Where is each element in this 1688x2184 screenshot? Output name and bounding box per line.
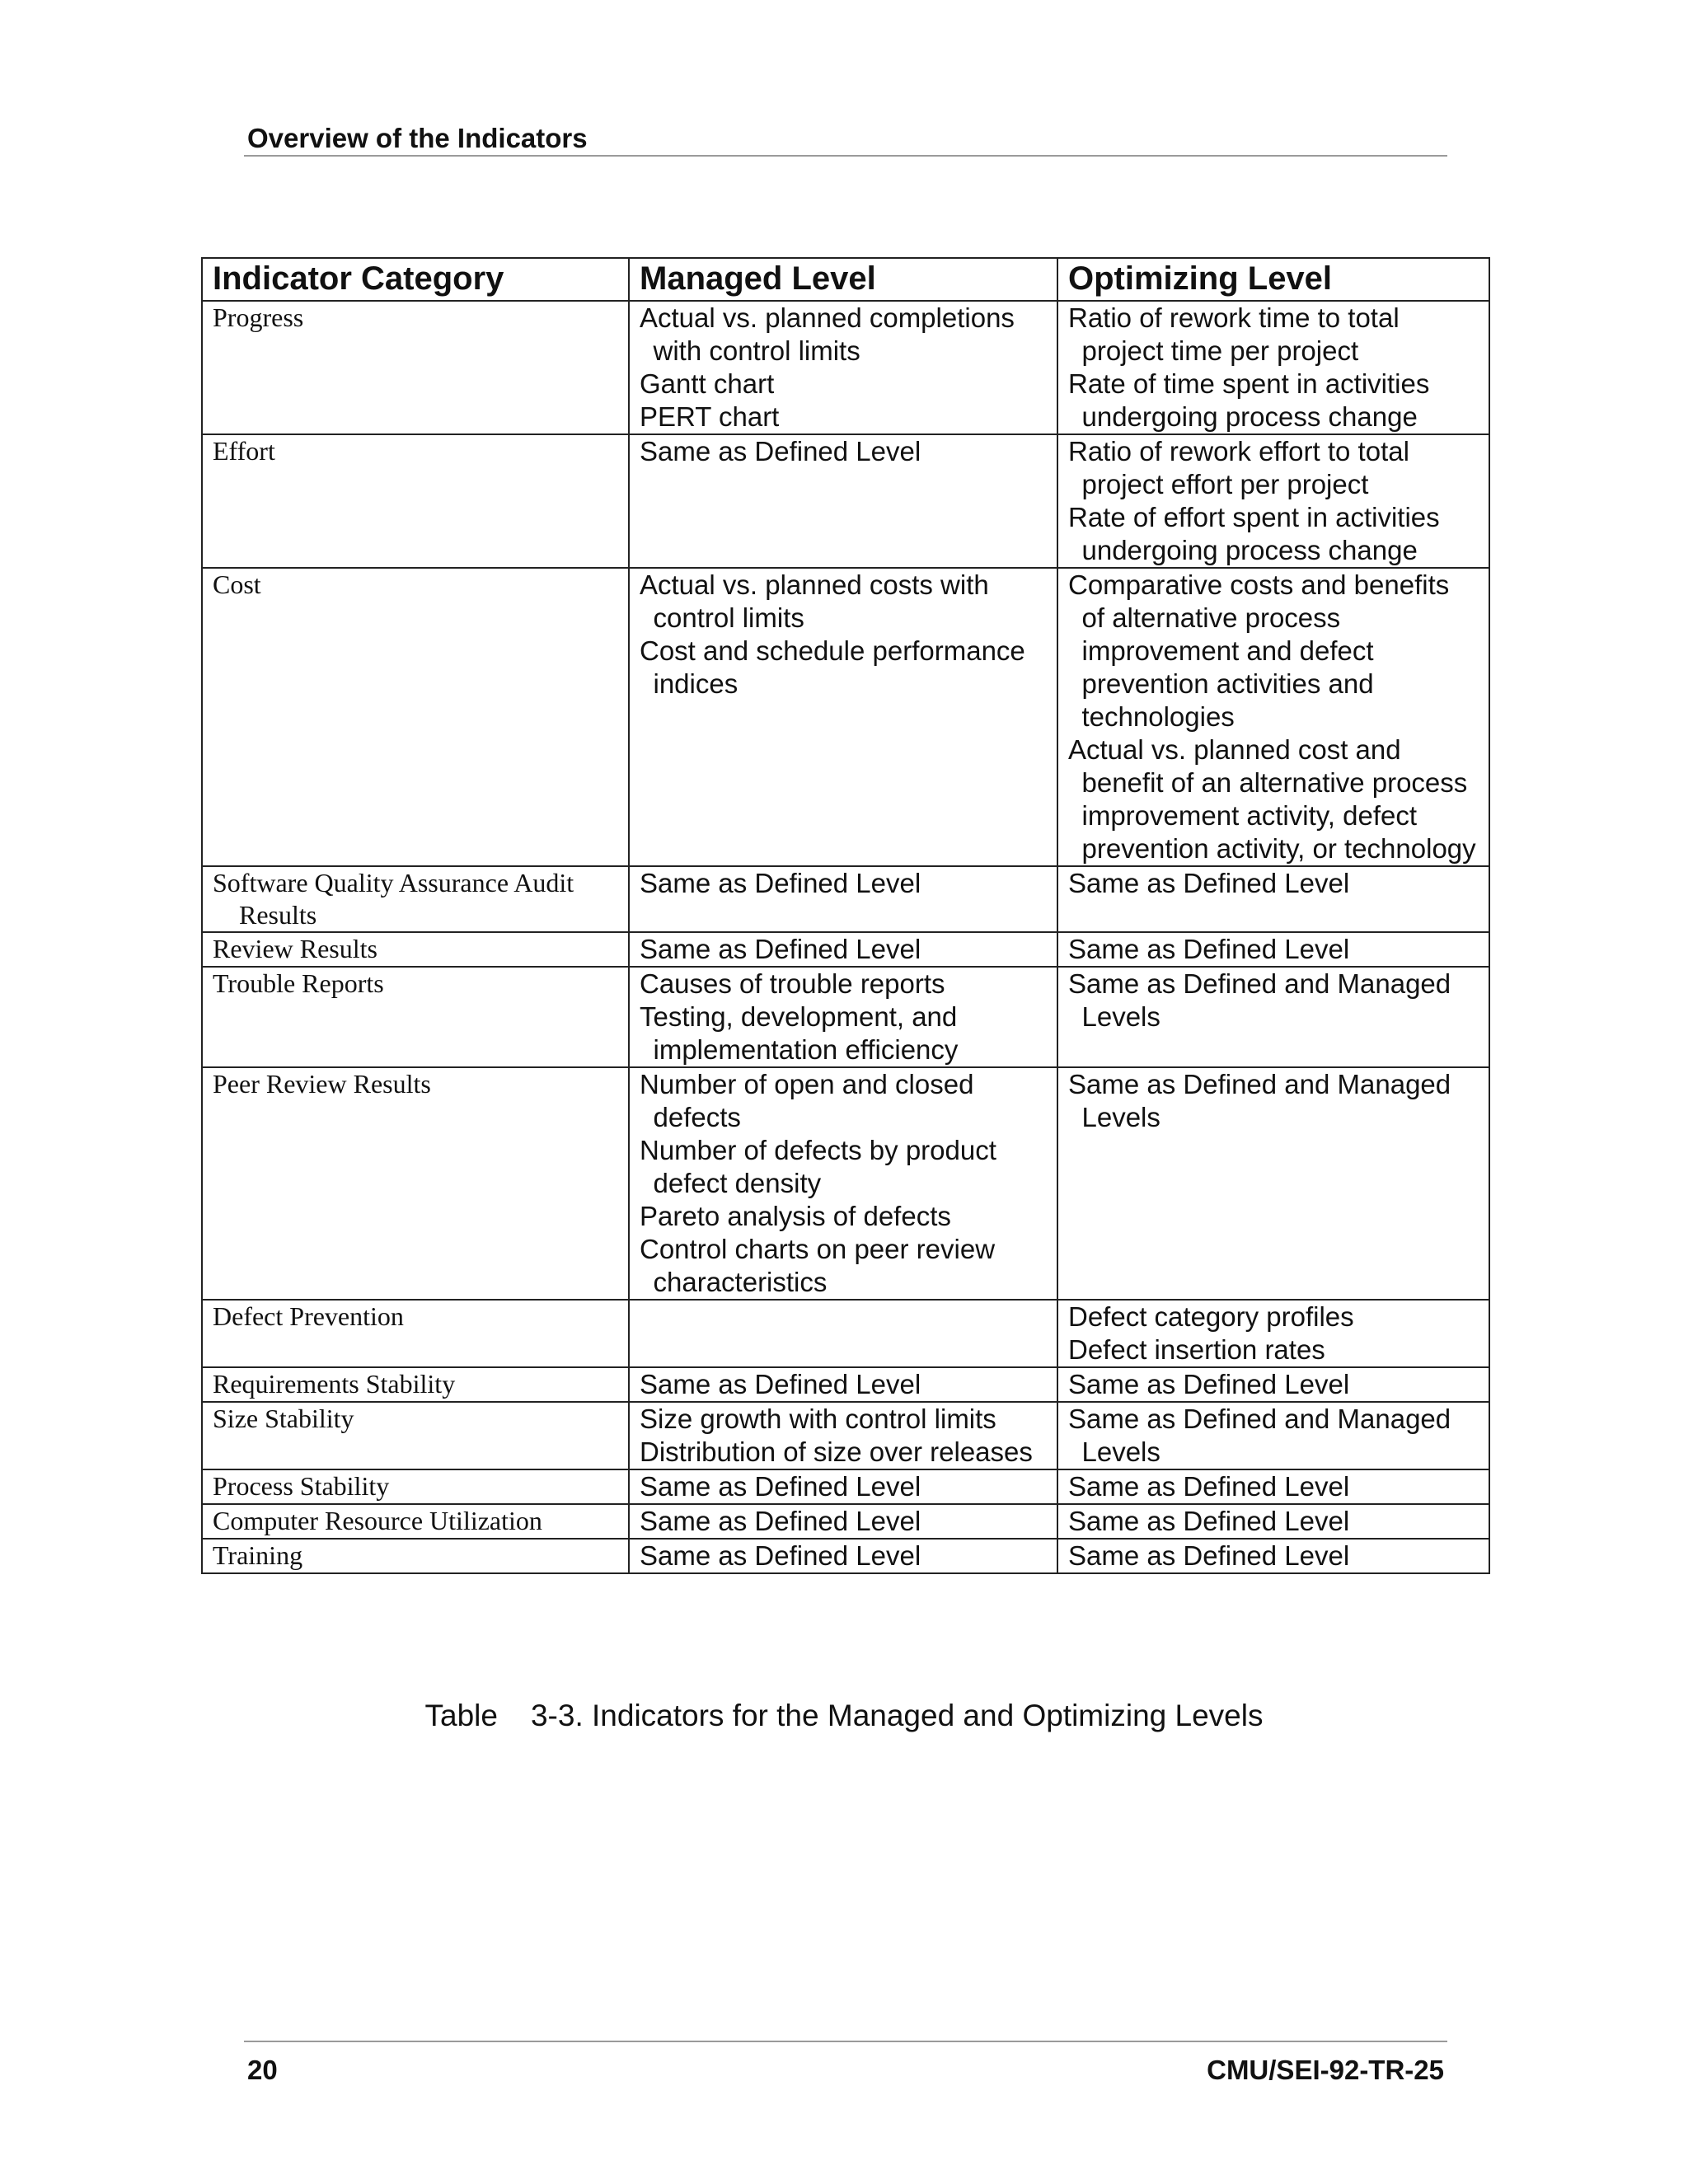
- managed-level-entry: Actual vs. planned completions with control limits: [640, 302, 1015, 366]
- indicator-category-cell: [202, 1300, 629, 1367]
- table-row: [202, 568, 1489, 866]
- managed-level-cell: [629, 967, 1057, 1067]
- optimizing-level-cell: [1057, 1067, 1489, 1300]
- managed-level-entry: PERT chart: [640, 401, 780, 432]
- caption-label: Table: [424, 1699, 498, 1732]
- managed-level-entry: Pareto analysis of defects: [640, 1201, 951, 1231]
- optimizing-level-entry: Rate of time spent in activities undergoing process change: [1068, 368, 1430, 432]
- optimizing-level-cell: [1057, 1469, 1489, 1504]
- indicator-category-cell: [202, 434, 629, 568]
- indicator-category-cell: [202, 1539, 629, 1573]
- indicator-category-cell: [202, 301, 629, 434]
- managed-level-cell: [629, 1367, 1057, 1402]
- table-body: [202, 301, 1489, 1573]
- optimizing-level-cell: [1057, 1367, 1489, 1402]
- indicator-category-label: Cost: [213, 569, 261, 599]
- managed-level-cell: [629, 866, 1057, 932]
- optimizing-level-entry: Same as Defined and Managed Levels: [1068, 1069, 1451, 1132]
- table-row: [202, 1504, 1489, 1539]
- indicator-category-label: Requirements Stability: [213, 1369, 456, 1399]
- indicator-category-label: Training: [213, 1540, 303, 1570]
- optimizing-level-entry: Same as Defined and Managed Levels: [1068, 968, 1451, 1032]
- managed-level-entry: Same as Defined Level: [640, 868, 921, 898]
- table-row: [202, 932, 1489, 967]
- indicator-category-label: Effort: [213, 436, 275, 466]
- indicator-category-label: Process Stability: [213, 1471, 390, 1501]
- managed-level-entry: Control charts on peer review characteristics: [640, 1234, 996, 1297]
- optimizing-level-cell: [1057, 1504, 1489, 1539]
- managed-level-cell: [629, 1067, 1057, 1300]
- optimizing-level-cell: [1057, 301, 1489, 434]
- document-id: CMU/SEI-92-TR-25: [1207, 2055, 1444, 2085]
- managed-level-cell: [629, 434, 1057, 568]
- caption-text: 3-3. Indicators for the Managed and Optimizing Levels: [530, 1699, 1264, 1732]
- indicator-category-label: Review Results: [213, 934, 377, 963]
- optimizing-level-entry: Ratio of rework effort to total project effort per project: [1068, 436, 1409, 499]
- indicator-category-cell: [202, 1469, 629, 1504]
- table-row: [202, 1539, 1489, 1573]
- running-header: [244, 122, 1447, 157]
- optimizing-level-cell: [1057, 1402, 1489, 1469]
- optimizing-level-entry: Same as Defined Level: [1068, 934, 1350, 964]
- managed-level-cell: [629, 932, 1057, 967]
- managed-level-entry: Testing, development, and implementation efficiency: [640, 1001, 959, 1065]
- optimizing-level-cell: [1057, 1539, 1489, 1573]
- column-header-indicator-category: Indicator Category: [202, 258, 629, 301]
- optimizing-level-cell: [1057, 967, 1489, 1067]
- optimizing-level-cell: [1057, 932, 1489, 967]
- optimizing-level-entry: Same as Defined Level: [1068, 1471, 1350, 1502]
- optimizing-level-entry: Defect category profiles: [1068, 1301, 1354, 1332]
- managed-level-entry: Same as Defined Level: [640, 1506, 921, 1536]
- optimizing-level-entry: Ratio of rework time to total project time per project: [1068, 302, 1400, 366]
- optimizing-level-cell: [1057, 568, 1489, 866]
- managed-level-entry: Causes of trouble reports: [640, 968, 945, 999]
- managed-level-cell: [629, 1504, 1057, 1539]
- column-header-managed-level: Managed Level: [629, 258, 1057, 301]
- indicator-category-label: Computer Resource Utilization: [213, 1506, 542, 1535]
- managed-level-cell: [629, 1402, 1057, 1469]
- optimizing-level-cell: [1057, 866, 1489, 932]
- managed-level-entry: Same as Defined Level: [640, 1540, 921, 1571]
- optimizing-level-entry: Same as Defined Level: [1068, 1369, 1350, 1399]
- table-row: [202, 1367, 1489, 1402]
- indicator-category-cell: [202, 1402, 629, 1469]
- table-row: [202, 434, 1489, 568]
- indicators-table: [201, 257, 1490, 1574]
- optimizing-level-entry: Defect insertion rates: [1068, 1334, 1325, 1365]
- managed-level-entry: Same as Defined Level: [640, 1369, 921, 1399]
- managed-level-entry: Gantt chart: [640, 368, 775, 399]
- optimizing-level-entry: Same as Defined Level: [1068, 1540, 1350, 1571]
- optimizing-level-cell: [1057, 434, 1489, 568]
- managed-level-cell: [629, 568, 1057, 866]
- managed-level-entry: Same as Defined Level: [640, 436, 921, 466]
- table-row: [202, 1469, 1489, 1504]
- managed-level-entry: Same as Defined Level: [640, 1471, 921, 1502]
- indicator-category-cell: [202, 1067, 629, 1300]
- optimizing-level-cell: [1057, 1300, 1489, 1367]
- table-row: [202, 1402, 1489, 1469]
- managed-level-entry: Actual vs. planned costs with control limits: [640, 569, 989, 633]
- indicator-category-cell: [202, 866, 629, 932]
- table-row: [202, 967, 1489, 1067]
- table-row: [202, 866, 1489, 932]
- table-caption: [0, 1698, 1688, 1734]
- column-header-optimizing-level: Optimizing Level: [1057, 258, 1489, 301]
- indicator-category-label: Defect Prevention: [213, 1301, 404, 1331]
- managed-level-entry: Size growth with control limits: [640, 1404, 996, 1434]
- indicator-category-cell: [202, 967, 629, 1067]
- managed-level-entry: Cost and schedule performance indices: [640, 635, 1025, 699]
- indicator-category-label: Progress: [213, 302, 304, 332]
- table-row: [202, 1300, 1489, 1367]
- indicator-category-label: Software Quality Assurance Audit Results: [213, 868, 574, 930]
- header-title: Overview of the Indicators: [247, 123, 588, 153]
- running-footer: [244, 2041, 1447, 2090]
- indicator-category-cell: [202, 568, 629, 866]
- indicator-category-cell: [202, 1504, 629, 1539]
- managed-level-cell: [629, 301, 1057, 434]
- optimizing-level-entry: Comparative costs and benefits of alternative process improvement and defect prevention activities and technologies: [1068, 569, 1450, 732]
- managed-level-cell: [629, 1469, 1057, 1504]
- managed-level-entry: Distribution of size over releases: [640, 1436, 1033, 1467]
- managed-level-entry: Same as Defined Level: [640, 934, 921, 964]
- optimizing-level-entry: Rate of effort spent in activities undergoing process change: [1068, 502, 1440, 565]
- managed-level-entry: Number of open and closed defects: [640, 1069, 974, 1132]
- managed-level-cell: [629, 1300, 1057, 1367]
- optimizing-level-entry: Same as Defined Level: [1068, 1506, 1350, 1536]
- indicator-category-label: Size Stability: [213, 1404, 354, 1433]
- indicator-category-label: Trouble Reports: [213, 968, 384, 998]
- table-header-row: [202, 258, 1489, 301]
- indicator-category-cell: [202, 1367, 629, 1402]
- table-row: [202, 1067, 1489, 1300]
- optimizing-level-entry: Same as Defined Level: [1068, 868, 1350, 898]
- indicator-category-label: Peer Review Results: [213, 1069, 431, 1099]
- table-row: [202, 301, 1489, 434]
- managed-level-entry: Number of defects by product defect density: [640, 1135, 996, 1198]
- managed-level-cell: [629, 1539, 1057, 1573]
- optimizing-level-entry: Same as Defined and Managed Levels: [1068, 1404, 1451, 1467]
- indicator-category-cell: [202, 932, 629, 967]
- page-number: 20: [247, 2055, 278, 2085]
- optimizing-level-entry: Actual vs. planned cost and benefit of an alternative process improvement activity, defect prevention activity, or technology: [1068, 734, 1476, 864]
